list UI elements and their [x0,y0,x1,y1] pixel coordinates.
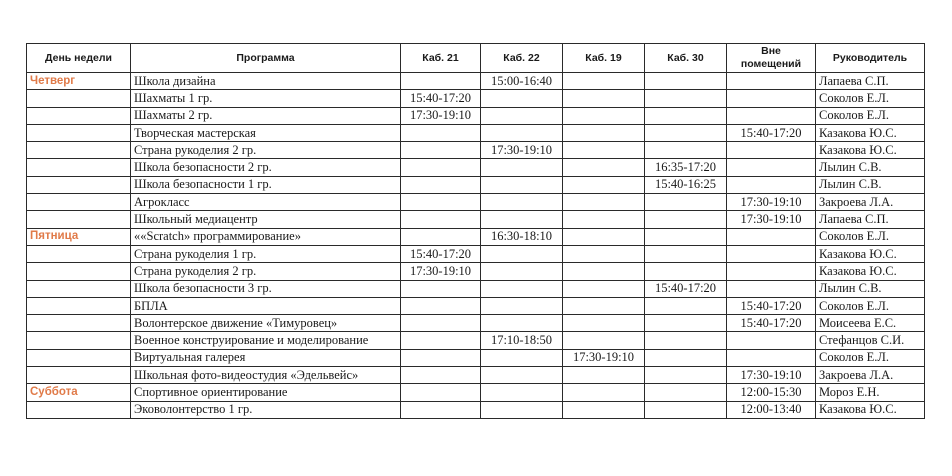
time-room30 [645,245,727,262]
table-row [27,124,925,141]
day-cell-empty [27,142,131,159]
time-outside [727,159,816,176]
time-room19 [563,401,645,418]
time-room21 [401,142,481,159]
table-row [27,142,925,159]
header-room-30: Каб. 30 [645,44,727,73]
time-outside [727,280,816,297]
schedule-table [26,43,925,419]
time-room30 [645,384,727,401]
time-room22: 16:30-18:10 [481,228,563,245]
day-label: Пятница [27,228,131,245]
program-name: БПЛА [131,297,401,314]
program-name: Школа безопасности 2 гр. [131,159,401,176]
time-room21 [401,211,481,228]
leader-name: Лапаева С.П. [816,73,925,90]
day-cell-empty [27,367,131,384]
time-room19 [563,176,645,193]
time-room21 [401,176,481,193]
leader-name: Соколов Е.Л. [816,297,925,314]
time-room19 [563,384,645,401]
time-room19 [563,159,645,176]
table-row [27,90,925,107]
table-row [27,315,925,332]
time-room21: 17:30-19:10 [401,263,481,280]
time-room22 [481,176,563,193]
time-outside: 15:40-17:20 [727,124,816,141]
time-room30 [645,297,727,314]
program-name: Школа безопасности 3 гр. [131,280,401,297]
header-room-19: Каб. 19 [563,44,645,73]
time-room30 [645,332,727,349]
time-room19 [563,280,645,297]
program-name: Школа дизайна [131,73,401,90]
table-row [27,297,925,314]
time-room22 [481,90,563,107]
program-name: ««Scratch» программирование» [131,228,401,245]
time-outside: 17:30-19:10 [727,367,816,384]
leader-name: Казакова Ю.С. [816,263,925,280]
table-row [27,401,925,418]
time-room19 [563,263,645,280]
time-outside [727,349,816,366]
time-room30: 15:40-17:20 [645,280,727,297]
time-room19: 17:30-19:10 [563,349,645,366]
time-outside: 17:30-19:10 [727,211,816,228]
time-room19 [563,73,645,90]
time-room21 [401,280,481,297]
time-room30: 15:40-16:25 [645,176,727,193]
leader-name: Казакова Ю.С. [816,124,925,141]
time-room21 [401,332,481,349]
day-cell-empty [27,401,131,418]
time-outside [727,228,816,245]
time-room22 [481,349,563,366]
time-room22 [481,245,563,262]
leader-name: Закроева Л.А. [816,194,925,211]
time-room19 [563,90,645,107]
leader-name: Соколов Е.Л. [816,107,925,124]
time-room19 [563,245,645,262]
time-room21: 17:30-19:10 [401,107,481,124]
table-row [27,159,925,176]
schedule-body [27,73,925,419]
table-row [27,367,925,384]
time-room21: 15:40-17:20 [401,90,481,107]
header-leader: Руководитель [816,44,925,73]
time-outside [727,245,816,262]
time-room30 [645,349,727,366]
time-room19 [563,228,645,245]
header-outside: Вне помещений [727,44,816,73]
time-room19 [563,194,645,211]
table-header-row [27,44,925,73]
time-room19 [563,142,645,159]
time-room19 [563,315,645,332]
time-room22 [481,107,563,124]
time-room22 [481,159,563,176]
time-room22 [481,384,563,401]
day-cell-empty [27,124,131,141]
time-room19 [563,124,645,141]
time-room30 [645,315,727,332]
table-row [27,194,925,211]
leader-name: Соколов Е.Л. [816,90,925,107]
program-name: Школьный медиацентр [131,211,401,228]
program-name: Школа безопасности 1 гр. [131,176,401,193]
program-name: Виртуальная галерея [131,349,401,366]
time-room21 [401,315,481,332]
time-room21 [401,384,481,401]
time-room22 [481,315,563,332]
time-outside: 12:00-15:30 [727,384,816,401]
time-outside [727,107,816,124]
time-room21 [401,228,481,245]
day-cell-empty [27,315,131,332]
time-room22 [481,211,563,228]
time-room22 [481,297,563,314]
time-room30 [645,107,727,124]
header-room-22: Каб. 22 [481,44,563,73]
time-room19 [563,297,645,314]
time-room22: 17:30-19:10 [481,142,563,159]
time-room30 [645,401,727,418]
time-room22 [481,124,563,141]
time-room21 [401,124,481,141]
day-cell-empty [27,176,131,193]
time-room30: 16:35-17:20 [645,159,727,176]
time-room30 [645,194,727,211]
day-label: Суббота [27,384,131,401]
program-name: Творческая мастерская [131,124,401,141]
time-room30 [645,263,727,280]
header-program: Программа [131,44,401,73]
time-room30 [645,90,727,107]
program-name: Агрокласс [131,194,401,211]
day-cell-empty [27,211,131,228]
time-outside [727,73,816,90]
leader-name: Лапаева С.П. [816,211,925,228]
table-row [27,384,925,401]
table-row [27,245,925,262]
day-cell-empty [27,332,131,349]
time-room22 [481,194,563,211]
leader-name: Лылин С.В. [816,176,925,193]
day-cell-empty [27,263,131,280]
leader-name: Соколов Е.Л. [816,349,925,366]
time-outside [727,332,816,349]
time-room30 [645,228,727,245]
time-outside [727,263,816,280]
header-day: День недели [27,44,131,73]
time-room21 [401,401,481,418]
time-room30 [645,124,727,141]
leader-name: Стефанцов С.И. [816,332,925,349]
day-cell-empty [27,280,131,297]
time-room19 [563,332,645,349]
time-outside [727,176,816,193]
time-outside [727,90,816,107]
time-outside [727,142,816,159]
program-name: Шахматы 1 гр. [131,90,401,107]
leader-name: Казакова Ю.С. [816,142,925,159]
leader-name: Закроева Л.А. [816,367,925,384]
time-room21 [401,194,481,211]
leader-name: Казакова Ю.С. [816,401,925,418]
day-cell-empty [27,349,131,366]
table-row [27,228,925,245]
time-room21 [401,349,481,366]
time-room21 [401,297,481,314]
time-room21 [401,159,481,176]
time-room19 [563,107,645,124]
time-outside: 12:00-13:40 [727,401,816,418]
day-label: Четверг [27,73,131,90]
program-name: Страна рукоделия 2 гр. [131,263,401,280]
time-room22: 15:00-16:40 [481,73,563,90]
day-cell-empty [27,297,131,314]
table-row [27,211,925,228]
leader-name: Лылин С.В. [816,159,925,176]
time-room22 [481,367,563,384]
program-name: Страна рукоделия 2 гр. [131,142,401,159]
day-cell-empty [27,159,131,176]
time-room19 [563,211,645,228]
program-name: Школьная фото-видеостудия «Эдельвейс» [131,367,401,384]
time-room22: 17:10-18:50 [481,332,563,349]
time-room22 [481,263,563,280]
leader-name: Лылин С.В. [816,280,925,297]
table-row [27,263,925,280]
time-room19 [563,367,645,384]
day-cell-empty [27,194,131,211]
program-name: Военное конструирование и моделирование [131,332,401,349]
time-room22 [481,280,563,297]
leader-name: Моисеева Е.С. [816,315,925,332]
time-room30 [645,211,727,228]
schedule-sheet [26,43,925,419]
table-row [27,349,925,366]
day-cell-empty [27,107,131,124]
time-room30 [645,73,727,90]
day-cell-empty [27,90,131,107]
program-name: Спортивное ориентирование [131,384,401,401]
time-room21 [401,73,481,90]
time-room30 [645,142,727,159]
header-room-21: Каб. 21 [401,44,481,73]
program-name: Эковолонтерство 1 гр. [131,401,401,418]
day-cell-empty [27,245,131,262]
time-room21: 15:40-17:20 [401,245,481,262]
time-outside: 15:40-17:20 [727,315,816,332]
program-name: Шахматы 2 гр. [131,107,401,124]
time-outside: 15:40-17:20 [727,297,816,314]
program-name: Волонтерское движение «Тимуровец» [131,315,401,332]
time-room30 [645,367,727,384]
time-outside: 17:30-19:10 [727,194,816,211]
time-room22 [481,401,563,418]
table-row [27,280,925,297]
leader-name: Казакова Ю.С. [816,245,925,262]
leader-name: Мороз Е.Н. [816,384,925,401]
table-row [27,176,925,193]
table-row [27,73,925,90]
program-name: Страна рукоделия 1 гр. [131,245,401,262]
leader-name: Соколов Е.Л. [816,228,925,245]
table-row [27,107,925,124]
time-room21 [401,367,481,384]
table-row [27,332,925,349]
